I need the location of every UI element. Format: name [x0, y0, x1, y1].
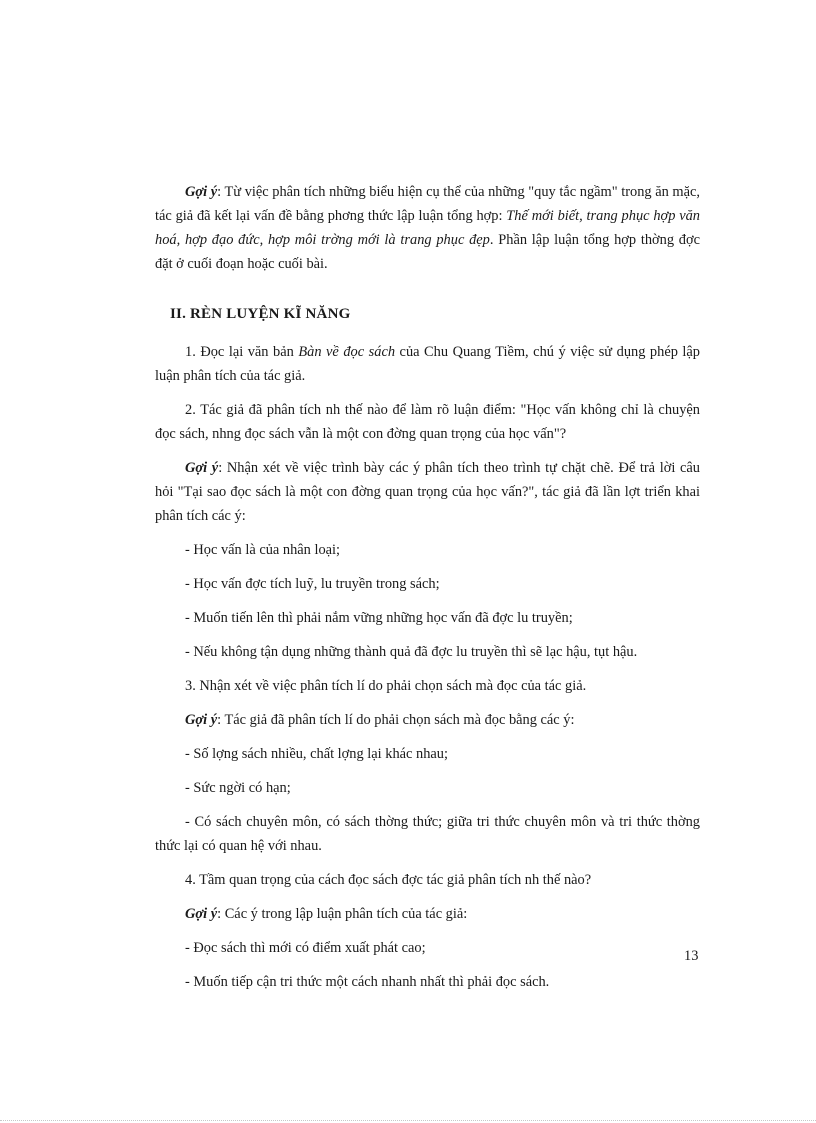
- question-4: 4. Tầm quan trọng của cách đọc sách đợc tác giả phân tích nh thế nào?: [185, 872, 592, 888]
- list-item: - Học vấn là của nhân loại;: [185, 542, 341, 558]
- hint-paragraph-1: [155, 180, 700, 276]
- question-3: 3. Nhận xét về việc phân tích lí do phải chọn sách mà đọc của tác giả.: [185, 678, 587, 694]
- hint-paragraph-2: [155, 456, 700, 528]
- page-bottom-divider: [0, 1120, 816, 1121]
- hint-text: : Nhận xét về việc trình bày các ý phân tích theo trình tự chặt chẽ. Để trả lời câu hỏi "Tại sao đọc sách là một con đờng quan trọng của học vấn?", tác giả đã lần lợt triển khai phân tích các ý:: [155, 460, 701, 524]
- hint-text: : Từ việc phân tích những biểu hiện cụ thể của những "quy tắc ngầm" trong ăn mặc, tác giả đã kết lại vấn đề bằng phơng thức lập luận tổng hợp:: [155, 184, 700, 224]
- hint-paragraph-4: [155, 902, 700, 926]
- hint-label: Gợi ý: [185, 184, 218, 200]
- list-item: - Học vấn đợc tích luỹ, lu truyền trong sách;: [185, 576, 440, 592]
- hint-text: : Tác giả đã phân tích lí do phải chọn sách mà đọc bằng các ý:: [217, 712, 575, 728]
- list-item: - Sức ngời có hạn;: [185, 780, 291, 796]
- list-item: - Muốn tiếp cận tri thức một cách nhanh nhất thì phải đọc sách.: [185, 974, 550, 990]
- question-1-text: 1. Đọc lại văn bản: [185, 344, 299, 360]
- hint-label: Gợi ý: [185, 460, 219, 476]
- hint-text-end: . Phần lập luận tổng hợp thờng đợc đặt ở cuối đoạn hoặc cuối bài.: [155, 232, 700, 272]
- hint-paragraph-3: [155, 708, 700, 732]
- question-1-text-end: của Chu Quang Tiềm, chú ý việc sử dụng phép lập luận phân tích của tác giả.: [155, 344, 701, 384]
- list-item: - Muốn tiến lên thì phải nắm vững những học vấn đã đợc lu truyền;: [185, 610, 573, 626]
- list-item: - Đọc sách thì mới có điểm xuất phát cao;: [185, 940, 426, 956]
- page-number: 13: [684, 948, 699, 964]
- list-item: - Nếu không tận dụng những thành quả đã đợc lu truyền thì sẽ lạc hậu, tụt hậu.: [185, 644, 638, 660]
- list-item: - Có sách chuyên môn, có sách thờng thức; giữa tri thức chuyên môn và tri thức thờng thức lại có quan hệ với nhau.: [155, 814, 700, 854]
- hint-label: Gợi ý: [185, 906, 218, 922]
- section-heading: II. RÈN LUYỆN KĨ NĂNG: [170, 306, 351, 322]
- quote-italic: Thế mới biết, trang phục hợp văn hoá, hợp đạo đức, hợp môi trờng mới là trang phục đẹp: [155, 208, 700, 248]
- page-content: [155, 180, 700, 1004]
- question-1: [155, 340, 700, 388]
- list-item: - Số lợng sách nhiều, chất lợng lại khác nhau;: [185, 746, 448, 762]
- hint-text: : Các ý trong lập luận phân tích của tác giả:: [217, 906, 468, 922]
- book-title: Bàn về đọc sách: [298, 344, 396, 360]
- hint-label: Gợi ý: [185, 712, 218, 728]
- question-2: 2. Tác giả đã phân tích nh thế nào để làm rõ luận điểm: "Học vấn không chỉ là chuyện đọc sách, nhng đọc sách vẫn là một con đờng quan trọng của học vấn"?: [155, 402, 700, 442]
